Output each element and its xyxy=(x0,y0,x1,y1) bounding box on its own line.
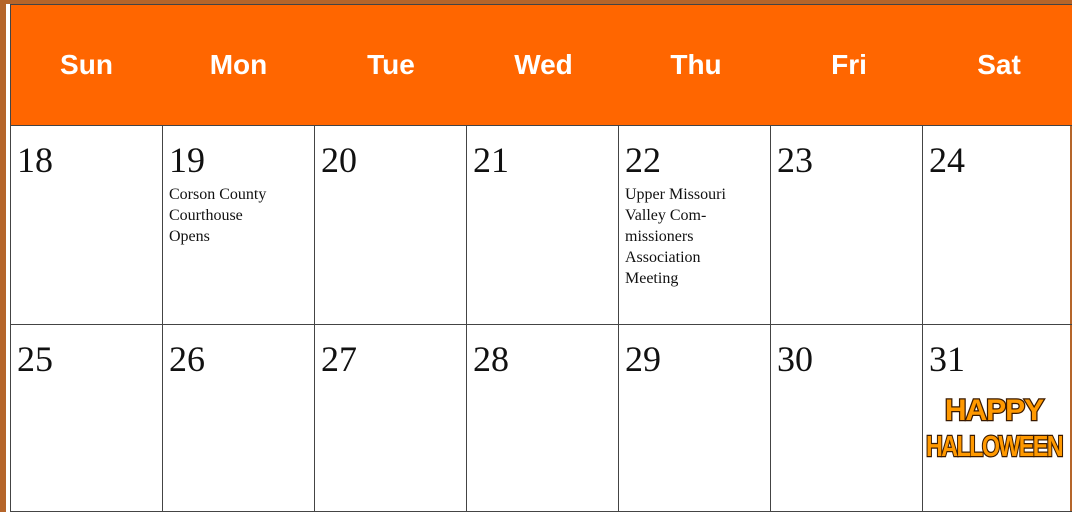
weekday-thu: Thu xyxy=(670,49,722,80)
day-number: 25 xyxy=(17,339,53,379)
day-cell[interactable] xyxy=(163,126,315,325)
calendar-grid xyxy=(10,126,1072,512)
day-number: 31 xyxy=(929,339,965,379)
event-text: Upper Missouri Valley Com- missioners Association Meeting xyxy=(625,186,726,287)
day-cell[interactable] xyxy=(619,126,771,325)
day-cell[interactable] xyxy=(467,126,619,325)
day-cell[interactable] xyxy=(11,126,163,325)
day-number: 28 xyxy=(473,339,509,379)
weekday-header xyxy=(10,4,1072,126)
day-cell[interactable] xyxy=(467,325,619,512)
day-number: 22 xyxy=(625,140,661,180)
weekday-fri: Fri xyxy=(831,49,867,80)
day-cell[interactable] xyxy=(163,325,315,512)
weekday-mon: Mon xyxy=(209,49,268,80)
day-cell[interactable] xyxy=(11,325,163,512)
day-cell[interactable] xyxy=(619,325,771,512)
day-number: 24 xyxy=(929,140,965,180)
halloween-line2: HALLOWEEN xyxy=(926,431,1063,463)
day-number: 29 xyxy=(625,339,661,379)
weekday-tue: Tue xyxy=(367,49,415,80)
weekday-wed: Wed xyxy=(514,49,573,80)
day-cell[interactable] xyxy=(315,126,467,325)
day-number: 30 xyxy=(777,339,813,379)
day-cell[interactable] xyxy=(923,325,1072,512)
day-number: 23 xyxy=(777,140,813,180)
day-cell[interactable] xyxy=(923,126,1072,325)
day-cell[interactable] xyxy=(315,325,467,512)
day-number: 19 xyxy=(169,140,205,180)
day-cell[interactable] xyxy=(771,325,923,512)
day-number: 26 xyxy=(169,339,205,379)
day-number: 27 xyxy=(321,339,357,379)
weekday-sat: Sat xyxy=(977,49,1021,80)
halloween-line1: HAPPY xyxy=(944,394,1044,427)
event-text: Corson County Courthouse Opens xyxy=(169,186,267,245)
weekday-sun: Sun xyxy=(60,49,113,80)
day-number: 18 xyxy=(17,140,53,180)
happy-halloween-graphic xyxy=(923,382,1065,466)
day-number: 21 xyxy=(473,140,509,180)
day-cell[interactable] xyxy=(771,126,923,325)
day-number: 20 xyxy=(321,140,357,180)
